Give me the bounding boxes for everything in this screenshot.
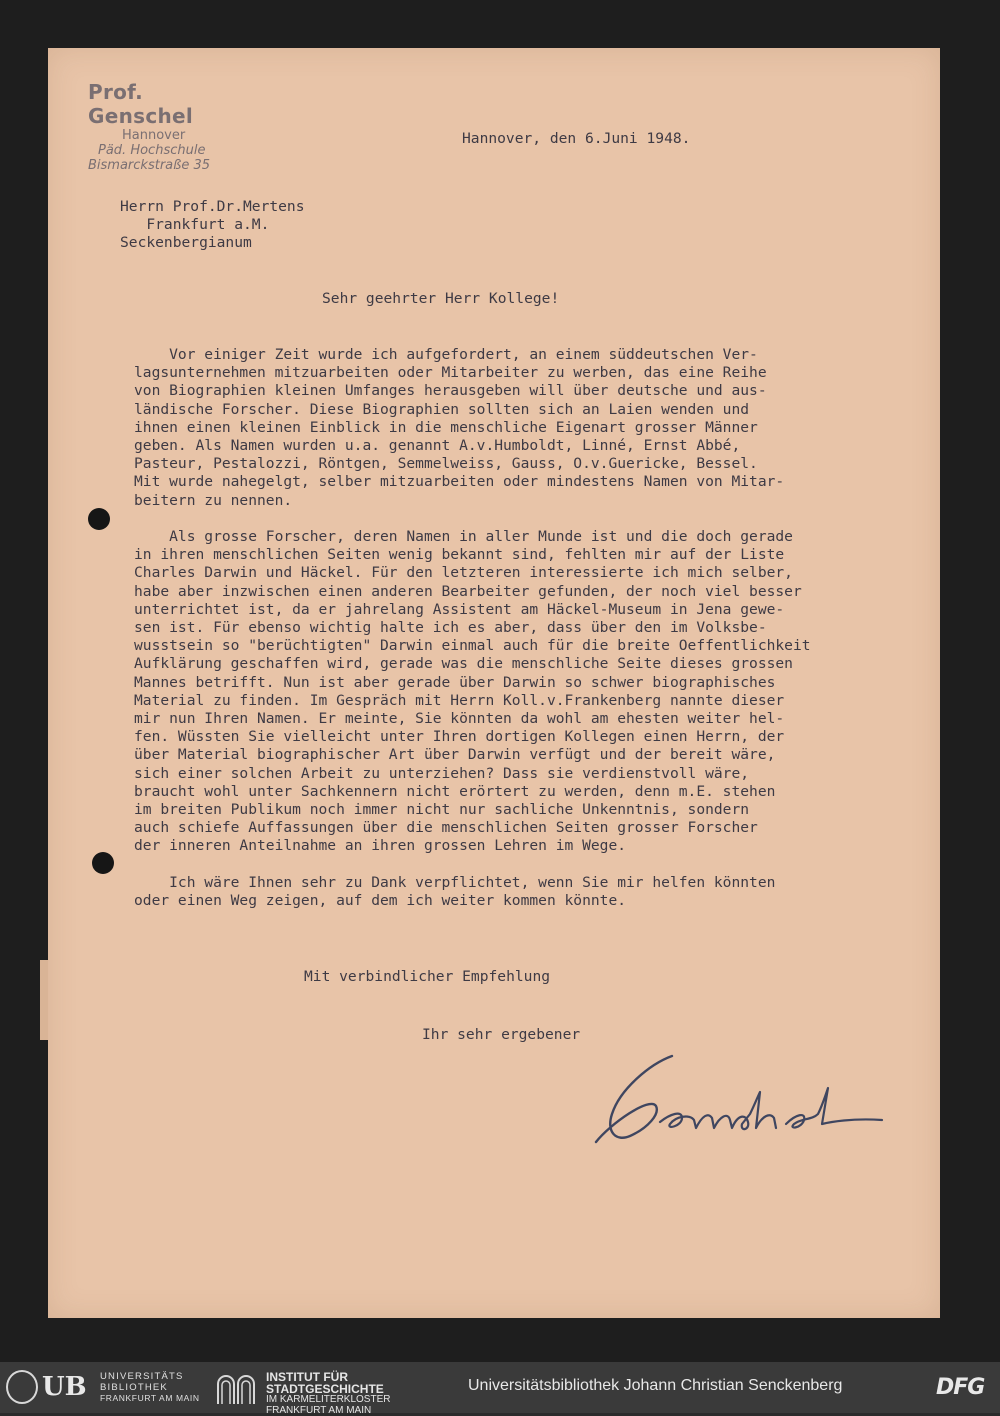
salutation: Sehr geehrter Herr Kollege! — [322, 290, 559, 308]
isg-logo — [214, 1370, 414, 1406]
arches-icon — [214, 1370, 258, 1406]
isg-line4: FRANKFURT AM MAIN — [266, 1406, 390, 1416]
ub-line2: BIBLIOTHEK — [100, 1383, 200, 1394]
closing-line: Mit verbindlicher Empfehlung — [304, 968, 550, 986]
dateline: Hannover, den 6.Juni 1948. — [462, 130, 690, 148]
isg-line2: STADTGESCHICHTE — [266, 1383, 390, 1395]
regards-line: Ihr sehr ergebener — [422, 1026, 580, 1044]
ub-logo — [6, 1370, 206, 1406]
dfg-logo: DFG — [936, 1375, 984, 1400]
punch-hole — [92, 852, 114, 874]
ub-line3: FRANKFURT AM MAIN — [100, 1393, 200, 1404]
letterhead-name: Prof. Genschel — [88, 80, 248, 128]
seal-icon — [6, 1370, 38, 1404]
handwritten-signature — [590, 1044, 890, 1154]
letterhead-stamp — [88, 80, 248, 173]
footer-title: Universitätsbibliothek Johann Christian Senckenberg — [468, 1377, 842, 1395]
letter-body: Vor einiger Zeit wurde ich aufgefordert, an einem süddeutschen Ver- lagsunternehmen mitzuarbeiten oder Mitarbeiter zu werben, das eine Reihe von Biographien kleinen Umfanges herausgeben will über deutsche und aus- ländische Forscher. Diese Biographien sollten sich an Laien wenden und ihnen einen kleinen Einblick in die menschliche Eigenart grosser Männer geben. Als Namen wurden u.a. genannt A.v.Humboldt, Linné, Ernst Abbé, Pasteur, Pestalozzi, Röntgen, Semmelweiss, Gauss, O.v.Guericke, Bessel. Mit wurde nahegelgt, selber mitzuarbeiten oder mindestens Namen von Mitar- beitern zu nennen. Als grosse Forscher, deren Namen in aller Munde ist und die doch gerade in ihren menschlichen Seiten wenig bekannt sind, fehlten mir auf der Liste Charles Darwin und Häckel. Für den letzteren interessierte ich mich selber, habe aber inzwischen einen anderen Bearbeiter gefunden, der noch viel besser unterrichtet ist, da er jahrelang Assistent am Häckel-Museum in Jena gewe- sen ist. Für ebenso wichtig halte ich es aber, dass über den im Volksbe- wusstsein so "berüchtigten" Darwin einmal auch für die breite Oeffentlichkeit Aufklärung geschaffen wird, gerade was die menschliche Seite dieses grossen Mannes betrifft. Nun ist aber gerade über Darwin so schwer biographisches Material zu finden. Im Gespräch mit Herrn Koll.v.Frankenberg nannte dieser mir nun Ihren Namen. Er meinte, Sie könnten da wohl am ehesten weiter hel- fen. Wüssten Sie vielleicht unter Ihren dortigen Kollegen einen Herrn, der über Material biographischer Art über Darwin verfügt und der bereit wäre, sich einer solchen Arbeit zu unterziehen? Dass sie verdienstvoll wäre, braucht wohl unter Sachkennern nicht erörtert zu werden, denn m.E. stehen im breiten Publikum noch immer nicht nur sachliche Unkenntnis, sondern auch schiefe Auffassungen über die menschlichen Seiten grosser Forscher der inneren Anteilnahme an ihren grossen Lehren im Wege. Ich wäre Ihnen sehr zu Dank verpflichtet, wenn Sie mir helfen könnten oder einen Weg zeigen, auf dem ich weiter kommen könnte. — [134, 346, 811, 910]
isg-text — [266, 1371, 390, 1416]
ub-line1: UNIVERSITÄTS — [100, 1372, 200, 1383]
isg-line1: INSTITUT FÜR — [266, 1371, 390, 1383]
letterhead-city: Hannover — [122, 128, 248, 143]
ub-text — [100, 1372, 200, 1404]
isg-line3: IM KARMELITERKLOSTER — [266, 1395, 390, 1406]
ub-letters: UB — [42, 1372, 87, 1402]
footer-bar — [0, 1362, 1000, 1413]
recipient-address: Herrn Prof.Dr.Mertens Frankfurt a.M. Seckenbergianum — [120, 198, 305, 253]
letterhead-school: Päd. Hochschule — [98, 143, 248, 158]
letterhead-street: Bismarckstraße 35 — [88, 158, 248, 173]
punch-hole — [88, 508, 110, 530]
